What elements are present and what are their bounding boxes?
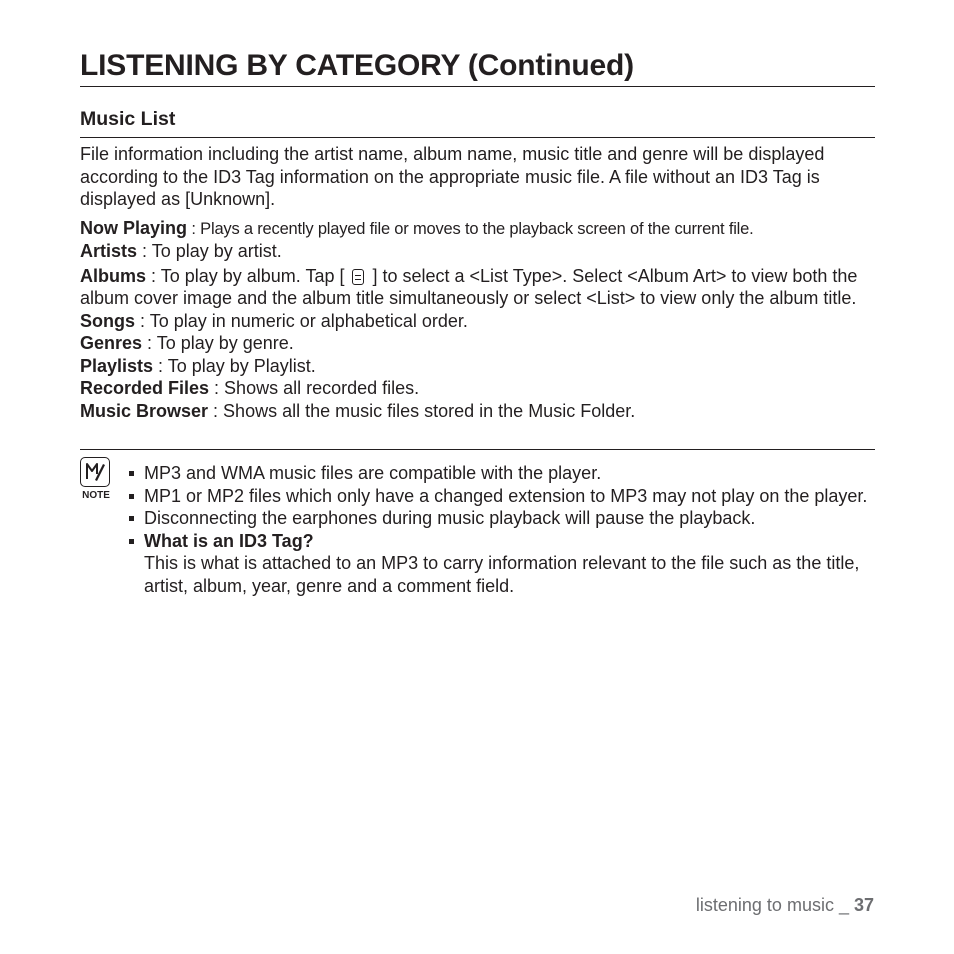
page-number: 37 (853, 895, 874, 915)
note-bullet: Disconnecting the earphones during music playback will pause the playback. (127, 507, 877, 530)
menu-icon (352, 269, 364, 285)
desc-genres: : To play by genre. (142, 333, 294, 353)
term-recorded-files: Recorded Files (80, 378, 210, 398)
note-block-icon (80, 457, 112, 507)
item-albums (80, 265, 880, 310)
section-title: Music List (80, 106, 875, 138)
desc-songs: : To play in numeric or alphabetical order. (135, 310, 468, 331)
id3-text: This is what is attached to an MP3 to carry information relevant to the file such as the title, artist, album, year, genre and a comment field. (144, 553, 860, 596)
note-bullet: MP3 and WMA music files are compatible with the player. (127, 462, 877, 485)
item-songs (80, 310, 880, 333)
footer-text: listening to music _ (695, 895, 854, 915)
body-content (80, 143, 880, 422)
term-playlists: Playlists (80, 355, 154, 376)
id3-heading: What is an ID3 Tag? (144, 530, 314, 551)
note-list (127, 462, 877, 597)
page-title: LISTENING BY CATEGORY (Continued) (80, 46, 875, 87)
note-divider (80, 449, 875, 450)
term-albums: Albums (80, 265, 147, 286)
item-genres (80, 332, 880, 355)
term-genres: Genres (80, 333, 143, 353)
item-now-playing (80, 217, 880, 241)
desc-albums-2: ] to select a <List Type>. Select <Album Art> to view both the album cover image and the album title simultaneously or select <List> to view only the album title. (80, 265, 858, 308)
desc-artists: : To play by artist. (137, 241, 282, 261)
note-bullet-id3 (127, 530, 877, 598)
item-music-browser (80, 400, 880, 423)
desc-recorded-files: : Shows all recorded files. (209, 378, 420, 398)
desc-music-browser: : Shows all the music files stored in the Music Folder. (208, 400, 636, 421)
desc-albums-1: : To play by album. Tap [ (146, 265, 350, 286)
item-playlists (80, 355, 880, 378)
item-artists (80, 240, 880, 263)
desc-playlists: : To play by Playlist. (153, 355, 316, 376)
term-now-playing: Now Playing (80, 217, 188, 238)
intro-paragraph: File information including the artist name, album name, music title and genre will be displayed according to the ID3 Tag information on the appropriate music file. A file without an ID3 Tag is displayed as [Unknown]. (80, 144, 825, 209)
term-artists: Artists (80, 241, 138, 261)
item-recorded-files (80, 377, 880, 400)
note-label: NOTE (82, 490, 110, 501)
term-music-browser: Music Browser (80, 400, 209, 421)
page-footer (696, 894, 874, 916)
note-bullet: MP1 or MP2 files which only have a changed extension to MP3 may not play on the player. (127, 485, 877, 508)
note-pencil-icon (80, 457, 110, 487)
desc-now-playing: : Plays a recently played file or moves to the playback screen of the current file. (187, 219, 754, 238)
term-songs: Songs (80, 310, 136, 331)
